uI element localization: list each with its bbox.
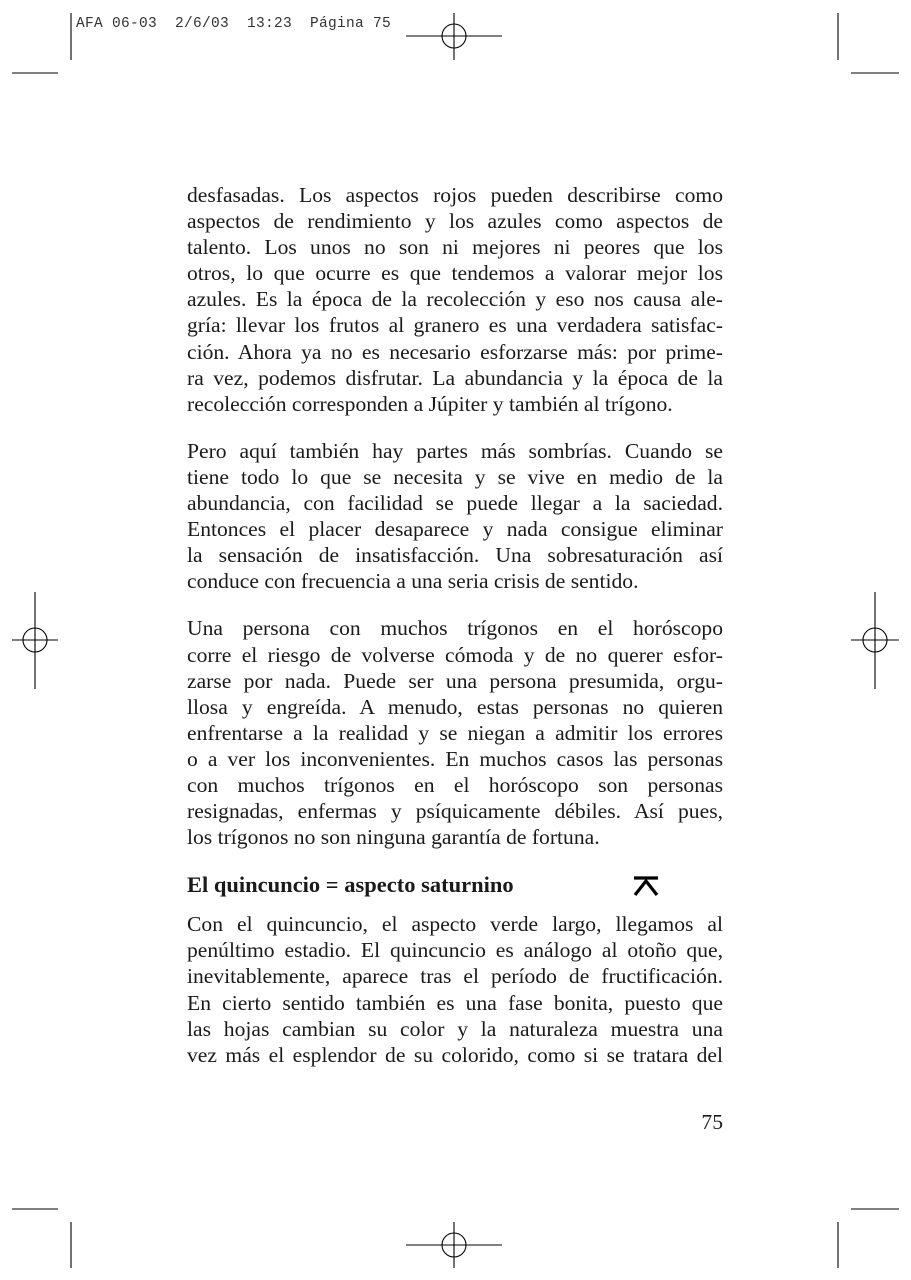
text-line: recolección corresponden a Júpiter y también al trígono. <box>187 391 673 416</box>
paragraph-2 <box>187 438 723 595</box>
quincunx-symbol-icon <box>631 874 661 898</box>
text-line: otros, lo que ocurre es que tendemos a valorar mejor los <box>187 261 723 286</box>
text-line: ción. Ahora ya no es necesario esforzarse más: por prime- <box>187 339 723 364</box>
text-line: aspectos de rendimiento y los azules como aspectos de <box>187 209 723 234</box>
page-body <box>187 182 723 1089</box>
text-line: inevitablemente, aparece tras el período de fructificación. <box>187 964 723 989</box>
text-line: corre el riesgo de volverse cómoda y de no querer esfor- <box>187 642 723 667</box>
text-line: Una persona con muchos trígonos en el horóscopo <box>187 616 723 641</box>
text-line: Pero aquí también hay partes más sombrías. Cuando se <box>187 438 723 463</box>
text-line: zarse por nada. Puede ser una persona presumida, orgu- <box>187 668 723 693</box>
text-line: o a ver los inconvenientes. En muchos casos las personas <box>187 746 723 771</box>
paragraph-3 <box>187 615 723 850</box>
registration-mark-bottom <box>406 1222 502 1268</box>
text-line: la sensación de insatisfacción. Una sobresaturación así <box>187 543 723 568</box>
text-line: tiene todo lo que se necesita y se vive en medio de la <box>187 464 723 489</box>
text-line: vez más el esplendor de su colorido, como si se tratara del <box>187 1042 723 1067</box>
registration-mark-top <box>406 13 502 60</box>
text-line: ra vez, podemos disfrutar. La abundancia y la época de la <box>187 365 723 390</box>
text-line: los trígonos no son ninguna garantía de fortuna. <box>187 825 600 850</box>
text-line: las hojas cambian su color y la naturaleza muestra una <box>187 1016 723 1041</box>
page-number: 75 <box>701 1110 723 1134</box>
text-line: Entonces el placer desaparece y nada consigue eliminar <box>187 517 723 542</box>
print-slug: AFA 06-03 2/6/03 13:23 Página 75 <box>76 16 392 32</box>
text-line: penúltimo estadio. El quincuncio es análogo al otoño que, <box>187 938 723 963</box>
text-line: gría: llevar los frutos al granero es una verdadera satisfac- <box>187 313 723 338</box>
text-line: conduce con frecuencia a una seria crisis de sentido. <box>187 569 639 594</box>
registration-mark-left <box>12 592 58 689</box>
text-line: En cierto sentido también es una fase bonita, puesto que <box>187 990 723 1015</box>
text-line: con muchos trígonos en el horóscopo son personas <box>187 772 723 797</box>
text-line: desfasadas. Los aspectos rojos pueden describirse como <box>187 183 723 207</box>
section-heading-title: El quincuncio = aspecto saturnino <box>187 872 514 898</box>
text-line: abundancia, con facilidad se puede llegar a la saciedad. <box>187 491 723 516</box>
paragraph-4 <box>187 911 723 1068</box>
paragraph-1 <box>187 182 723 417</box>
text-line: enfrentarse a la realidad y se niegan a admitir los errores <box>187 720 723 745</box>
section-heading <box>187 871 723 901</box>
text-line: llosa y engreída. A menudo, estas personas no quieren <box>187 694 723 719</box>
registration-mark-right <box>851 592 899 689</box>
text-line: talento. Los unos no son ni mejores ni peores que los <box>187 235 723 260</box>
text-line: azules. Es la época de la recolección y eso nos causa ale- <box>187 287 723 312</box>
text-line: resignadas, enfermas y psíquicamente débiles. Así pues, <box>187 799 723 824</box>
text-line: Con el quincuncio, el aspecto verde largo, llegamos al <box>187 912 723 937</box>
